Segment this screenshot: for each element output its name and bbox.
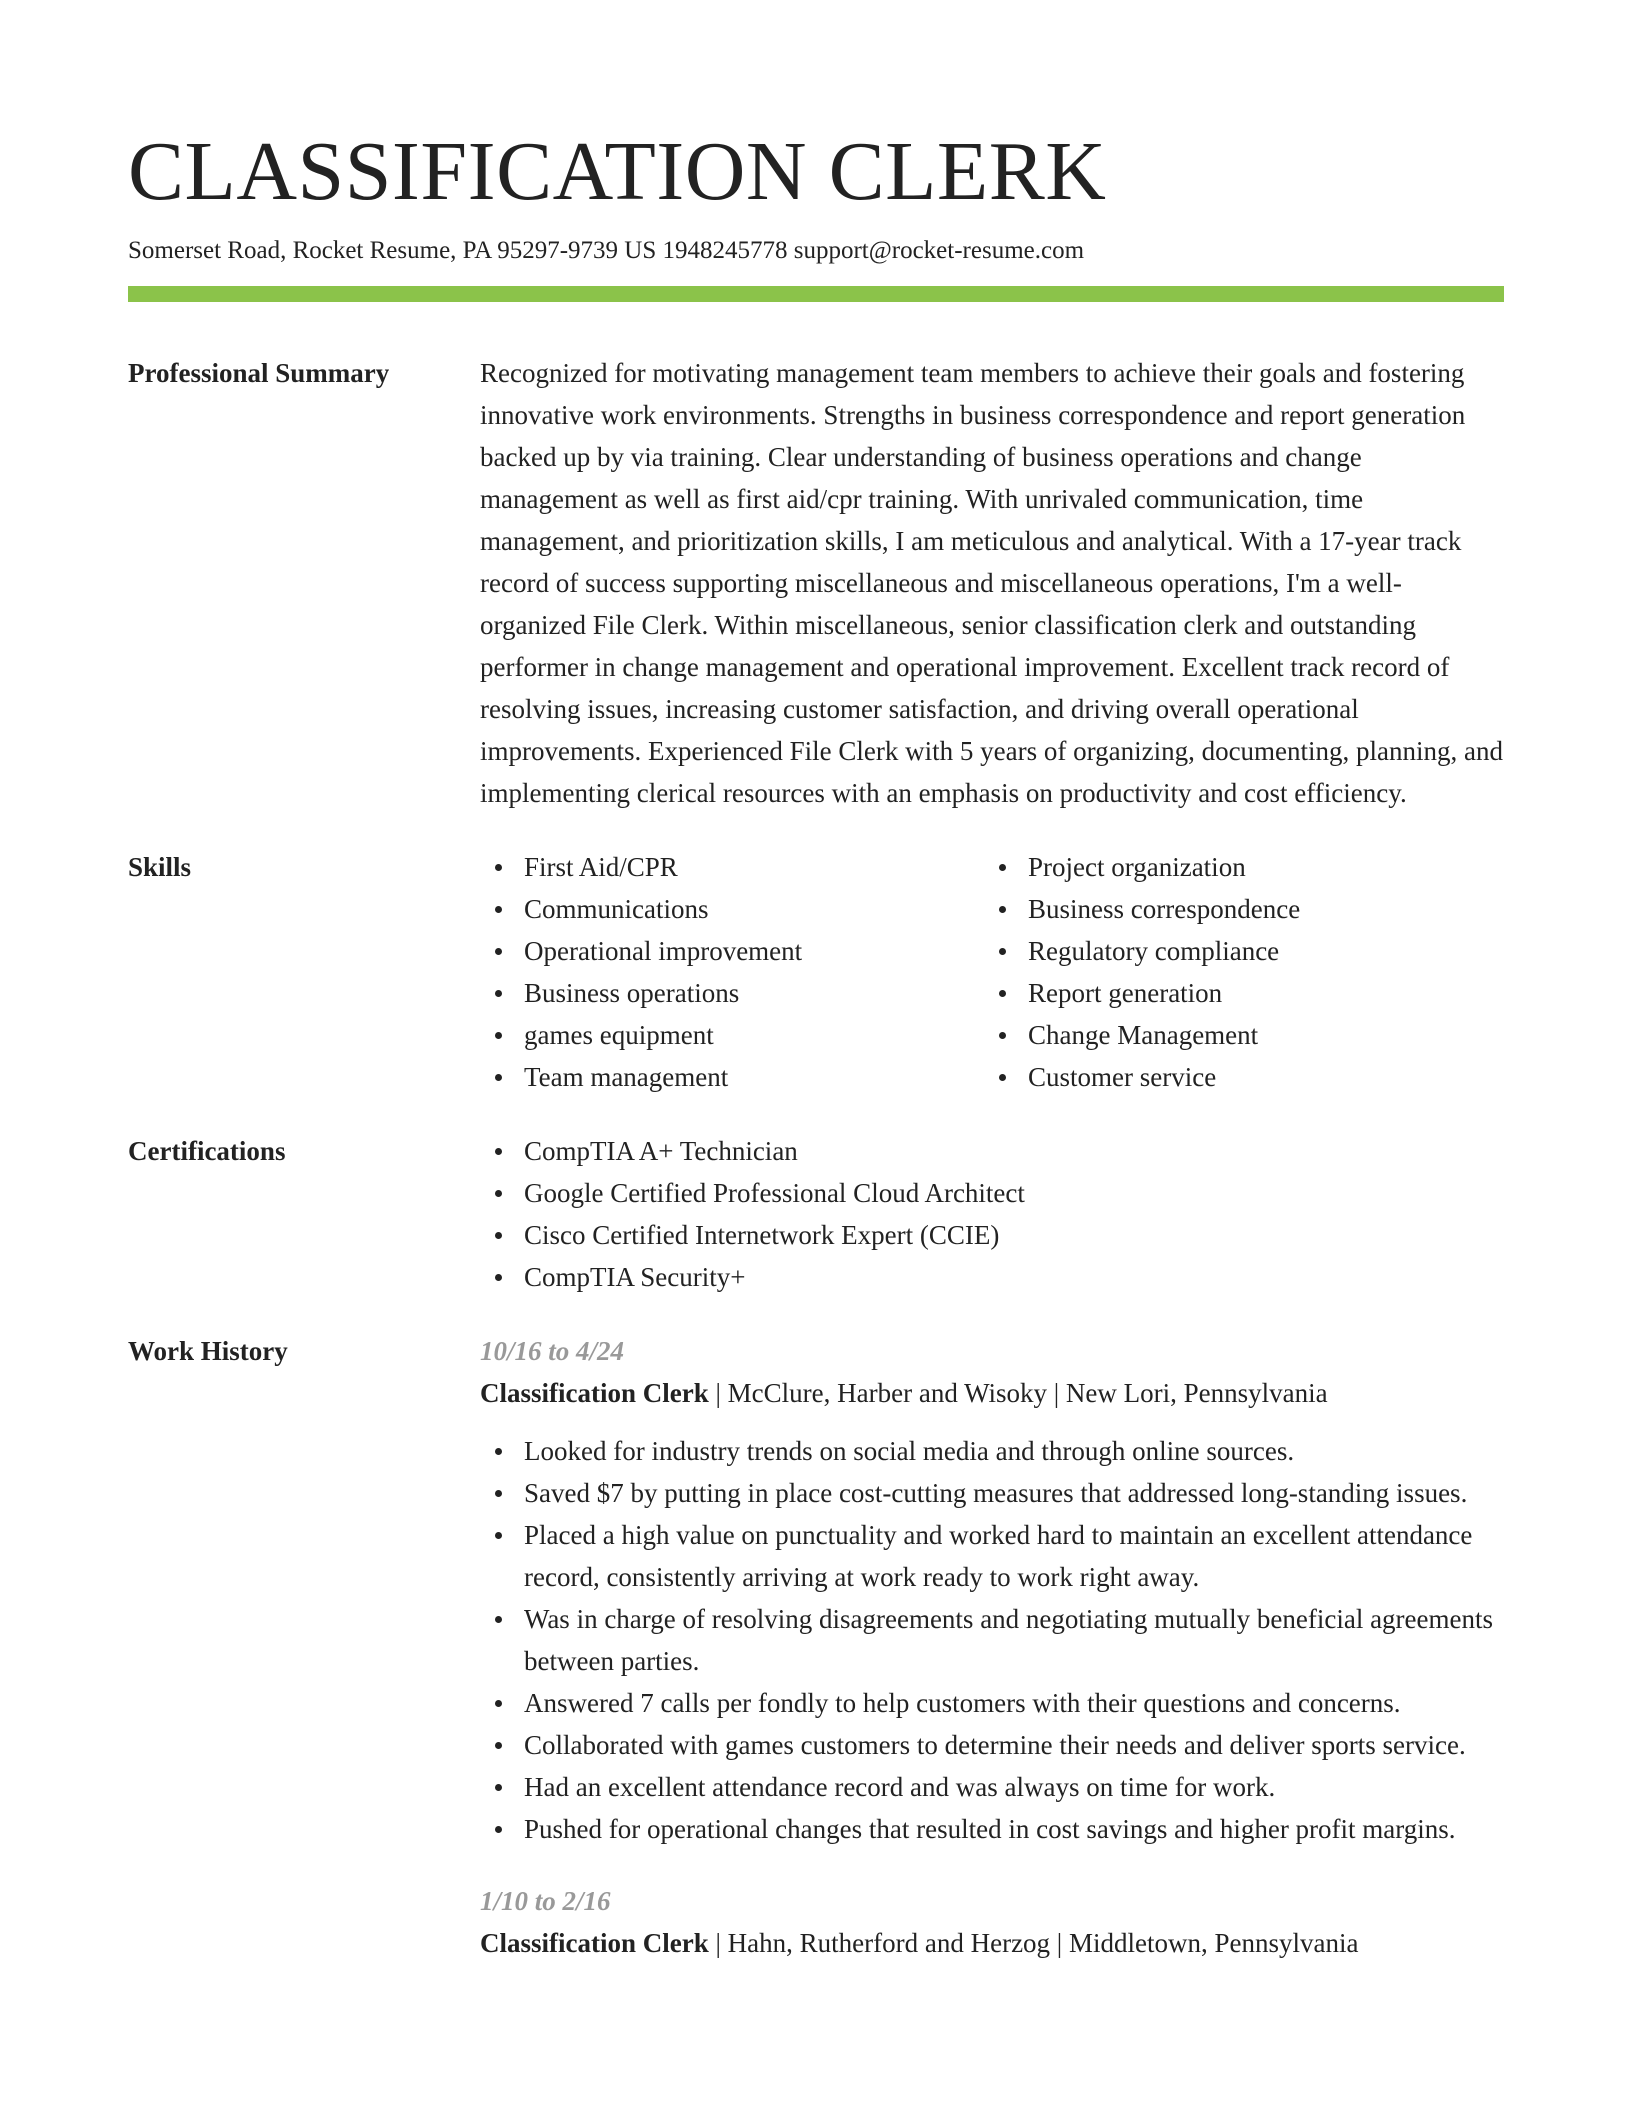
job-heading	[480, 1372, 1504, 1414]
job-bullet: Saved $7 by putting in place cost-cutting measures that addressed long-standing issues.	[480, 1472, 1504, 1514]
job-entry	[480, 1880, 1504, 1964]
job-title: Classification Clerk	[480, 1928, 709, 1958]
certification-item: CompTIA Security+	[480, 1256, 1504, 1298]
job-bullet: Placed a high value on punctuality and worked hard to maintain an excellent attendance record, consistently arriving at work ready to work right away.	[480, 1514, 1504, 1598]
skill-item: Business correspondence	[984, 888, 1488, 930]
skill-item: Customer service	[984, 1056, 1488, 1098]
work-history-section	[128, 1330, 1504, 1964]
work-history-label: Work History	[128, 1336, 288, 1366]
certifications-list	[480, 1130, 1504, 1298]
skill-item: Team management	[480, 1056, 984, 1098]
resume-name: CLASSIFICATION CLERK	[128, 125, 1107, 218]
summary-section	[128, 352, 1504, 814]
job-bullet: Answered 7 calls per fondly to help customers with their questions and concerns.	[480, 1682, 1504, 1724]
skills-list-right	[984, 846, 1488, 1098]
job-bullet: Had an excellent attendance record and was always on time for work.	[480, 1766, 1504, 1808]
job-bullet: Looked for industry trends on social media and through online sources.	[480, 1430, 1504, 1472]
job-dates: 10/16 to 4/24	[480, 1336, 625, 1366]
skills-section	[128, 846, 1504, 1098]
skill-item: Regulatory compliance	[984, 930, 1488, 972]
job-entry	[480, 1330, 1504, 1850]
contact-line: Somerset Road, Rocket Resume, PA 95297-9739 US 1948245778 support@rocket-resume.com	[128, 237, 1085, 264]
job-title: Classification Clerk	[480, 1378, 709, 1408]
job-bullet: Pushed for operational changes that resulted in cost savings and higher profit margins.	[480, 1808, 1504, 1850]
certification-item: Google Certified Professional Cloud Architect	[480, 1172, 1504, 1214]
skills-body	[480, 846, 1504, 1098]
job-bullet: Collaborated with games customers to determine their needs and deliver sports service.	[480, 1724, 1504, 1766]
skill-item: Business operations	[480, 972, 984, 1014]
skill-item: First Aid/CPR	[480, 846, 984, 888]
accent-divider	[128, 286, 1504, 302]
skills-label: Skills	[128, 852, 192, 882]
certifications-section	[128, 1130, 1504, 1298]
job-bullets	[480, 1430, 1504, 1850]
work-history-body	[480, 1330, 1504, 1964]
certifications-label: Certifications	[128, 1136, 286, 1166]
job-dates: 1/10 to 2/16	[480, 1886, 611, 1916]
certification-item: Cisco Certified Internetwork Expert (CCIE)	[480, 1214, 1504, 1256]
summary-text: Recognized for motivating management team members to achieve their goals and fostering innovative work environments. Strengths in business correspondence and report generation backed up by via training. Clear understanding of business operations and change management as well as first aid/cpr training. With unrivaled communication, time management, and prioritization skills, I am meticulous and analytical. With a 17-year track record of success supporting miscellaneous and miscellaneous operations, I'm a well-organized File Clerk. Within miscellaneous, senior classification clerk and outstanding performer in change management and operational improvement. Excellent track record of resolving issues, increasing customer satisfaction, and driving overall operational improvements. Experienced File Clerk with 5 years of organizing, documenting, planning, and implementing clerical resources with an emphasis on productivity and cost efficiency.	[480, 358, 1504, 808]
certifications-body	[480, 1130, 1504, 1298]
skill-item: games equipment	[480, 1014, 984, 1056]
skill-item: Report generation	[984, 972, 1488, 1014]
skills-list-left	[480, 846, 984, 1098]
skill-item: Change Management	[984, 1014, 1488, 1056]
job-heading	[480, 1922, 1504, 1964]
job-bullet: Was in charge of resolving disagreements and negotiating mutually beneficial agreements between parties.	[480, 1598, 1504, 1682]
job-details: | McClure, Harber and Wisoky | New Lori, Pennsylvania	[708, 1378, 1328, 1408]
skill-item: Communications	[480, 888, 984, 930]
skill-item: Operational improvement	[480, 930, 984, 972]
skill-item: Project organization	[984, 846, 1488, 888]
certification-item: CompTIA A+ Technician	[480, 1130, 1504, 1172]
job-details: | Hahn, Rutherford and Herzog | Middletown, Pennsylvania	[708, 1928, 1359, 1958]
skills-columns	[480, 846, 1504, 1098]
summary-label: Professional Summary	[128, 358, 390, 388]
